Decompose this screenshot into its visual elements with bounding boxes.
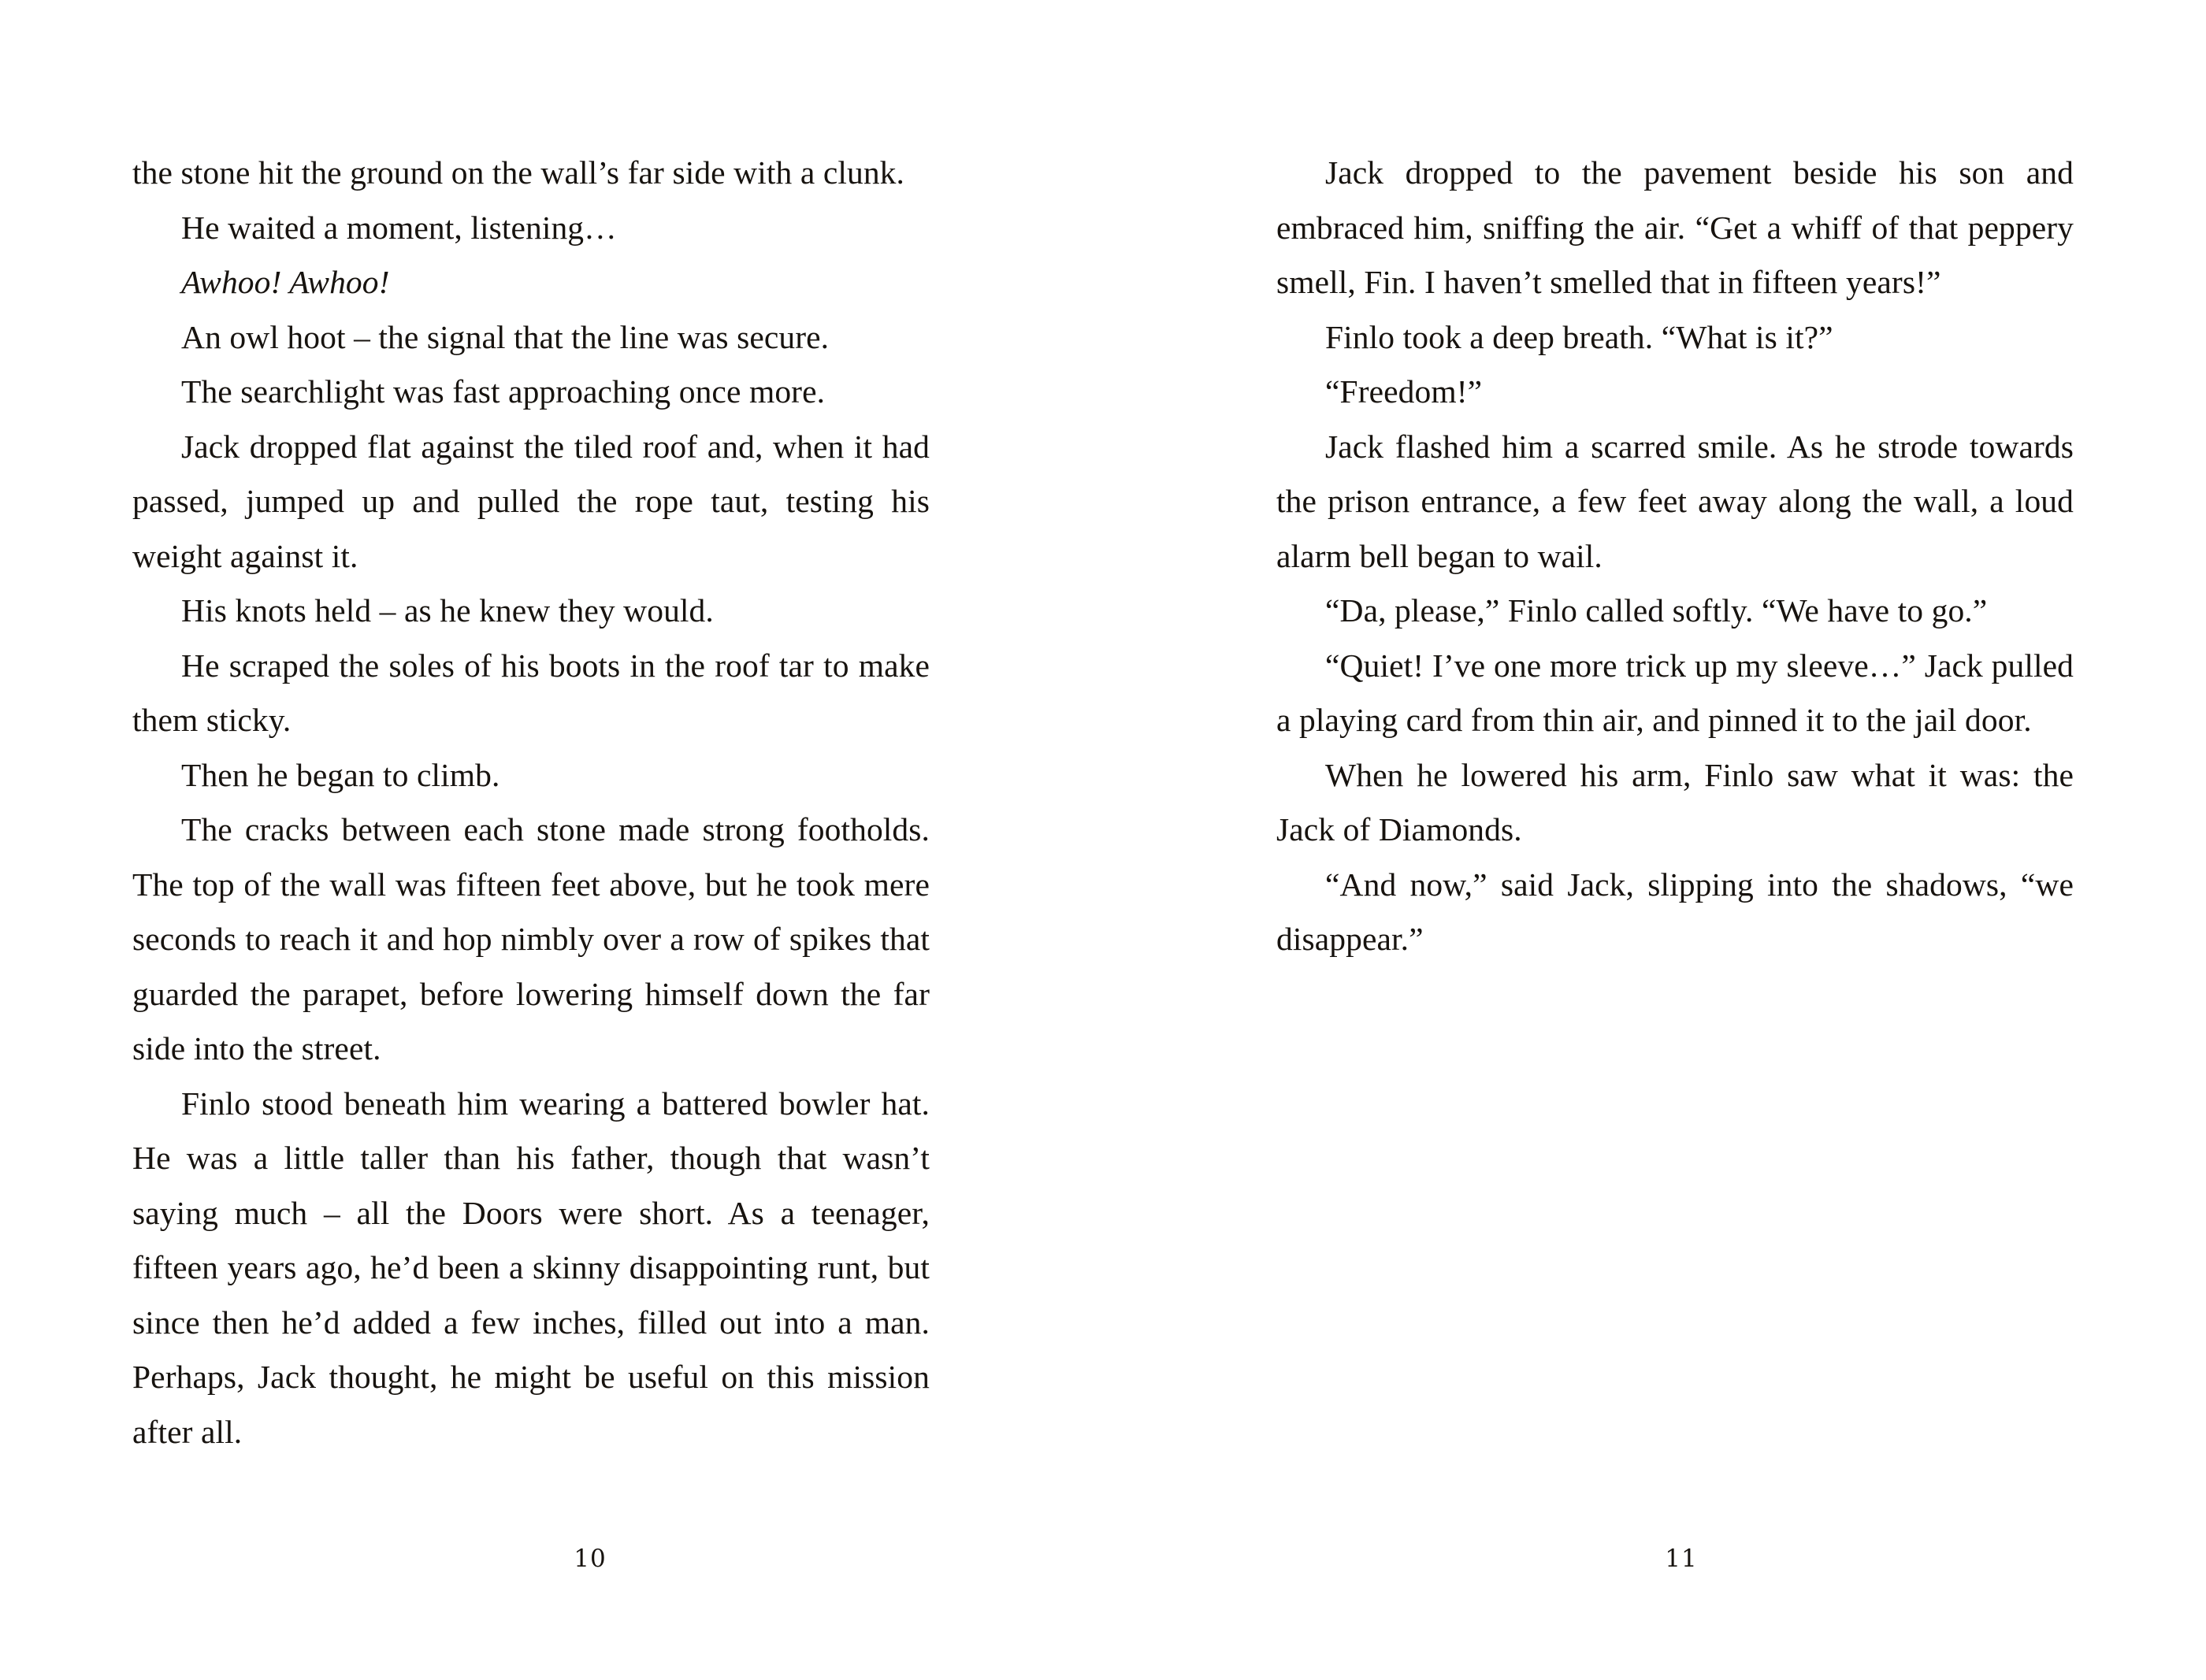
paragraph: Then he began to climb. — [181, 756, 500, 793]
paragraph: He scraped the soles of his boots in the roof tar to make them sticky. — [132, 647, 930, 738]
paragraph: When he lowered his arm, Finlo saw what it was: the Jack of Diamonds. — [1276, 756, 2074, 847]
paragraph: The cracks between each stone made strong footholds. The top of the wall was fifteen feet above, but he took mere seconds to reach it and hop nimbly over a row of spikes that guarded the parapet, before lowering himself down the far side into the street. — [132, 811, 930, 1066]
paragraph: “Quiet! I’ve one more trick up my sleeve…” Jack pulled a playing card from thin air, and pinned it to the jail door. — [1276, 647, 2074, 738]
paragraph: The searchlight was fast approaching once more. — [181, 373, 826, 410]
paragraph: Finlo took a deep breath. “What is it?” — [1325, 318, 1833, 355]
page-right — [1103, 0, 2206, 1680]
page-left-body — [132, 146, 930, 1459]
paragraph: He waited a moment, listening… — [181, 209, 617, 246]
paragraph: Finlo stood beneath him wearing a battered bowler hat. He was a little taller than his father, though that wasn’t saying much – all the Doors were short. As a teenager, fifteen years ago, he’d been a skinny disappointing runt, but since then he’d added a few inches, filled out into a man. Perhaps, Jack thought, he might be useful on this mission after all. — [132, 1085, 930, 1450]
page-number-left-value: 10 — [574, 1545, 607, 1573]
paragraph: Jack flashed him a scarred smile. As he strode towards the prison entrance, a few feet away along the wall, a loud alarm bell began to wail. — [1276, 428, 2074, 574]
paragraph: His knots held – as he knew they would. — [181, 592, 714, 629]
paragraph: “Freedom!” — [1325, 373, 1483, 410]
paragraph: An owl hoot – the signal that the line was secure. — [181, 318, 830, 355]
page-number-right-value: 11 — [1665, 1545, 1698, 1573]
page-number-left — [0, 1544, 1103, 1574]
paragraph-italic: Awhoo! Awhoo! — [181, 264, 390, 300]
paragraph: the stone hit the ground on the wall’s far side with a clunk. — [132, 154, 904, 191]
page-right-body — [1276, 146, 2074, 967]
page-number-right — [1103, 1544, 2206, 1574]
paragraph: “Da, please,” Finlo called softly. “We have to go.” — [1325, 592, 1988, 629]
paragraph: Jack dropped flat against the tiled roof and, when it had passed, jumped up and pulled the rope taut, testing his weight against it. — [132, 428, 930, 574]
paragraph: Jack dropped to the pavement beside his son and embraced him, sniffing the air. “Get a whiff of that peppery smell, Fin. I haven’t smelled that in fifteen years!” — [1276, 154, 2074, 300]
paragraph: “And now,” said Jack, slipping into the shadows, “we disappear.” — [1276, 866, 2074, 957]
